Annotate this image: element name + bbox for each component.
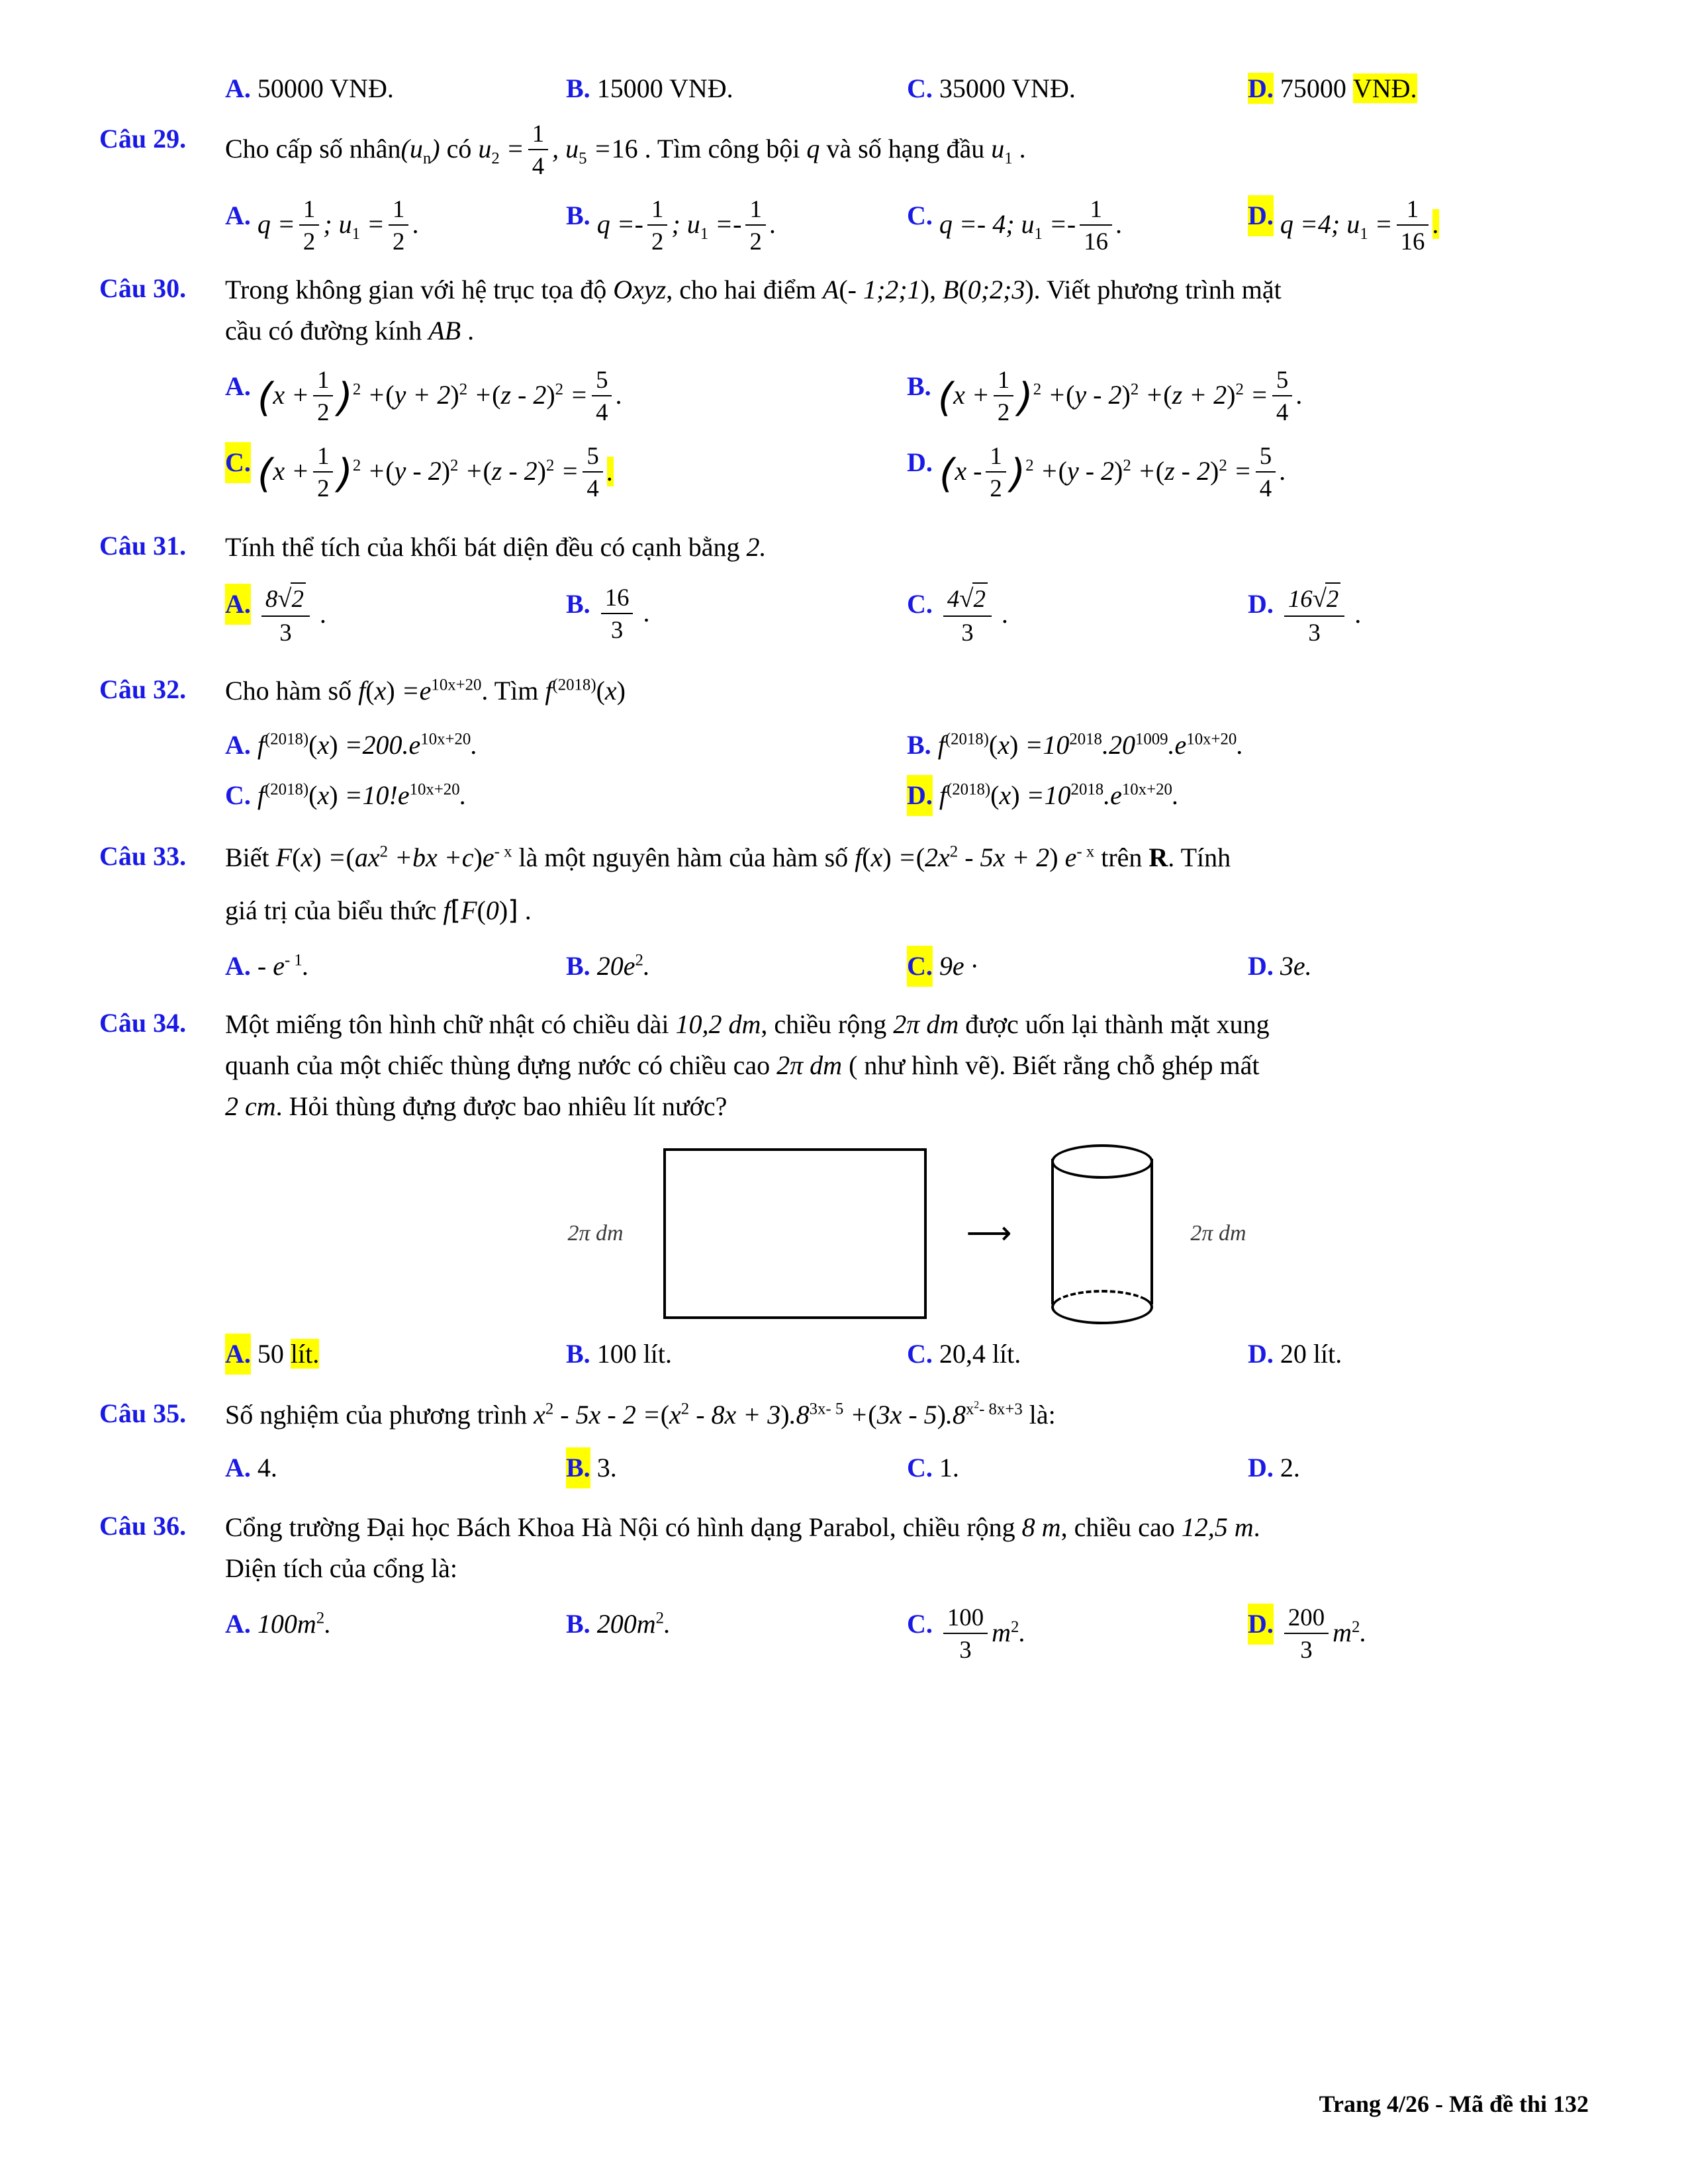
- option-letter: B.: [566, 951, 590, 981]
- option-letter: A.: [225, 730, 251, 760]
- option-a[interactable]: [225, 366, 907, 430]
- gap-value: 2 cm: [225, 1091, 276, 1122]
- option-letter: A.: [225, 73, 251, 103]
- stem-line3b: . Hỏi thùng đựng được bao nhiêu lít nước?: [275, 1091, 727, 1122]
- option-b[interactable]: [566, 73, 907, 104]
- option-letter: D.: [1248, 1453, 1274, 1483]
- option-text: $f^{(2018)}(x) =10^{2018}.e^{10x+20}$.: [939, 780, 1179, 811]
- stem-text: Số nghiệm của phương trình: [225, 1400, 528, 1430]
- option-d[interactable]: [907, 442, 1589, 506]
- stem-text: Cho hàm số: [225, 676, 352, 706]
- option-text: $\frac{4√2}{3}$ .: [939, 584, 1009, 649]
- option-a[interactable]: [225, 1334, 566, 1375]
- figure-sheet-to-cylinder: [225, 1144, 1589, 1323]
- option-text: q =- 4; $u_1$ =- $\frac{1}{16}$ .: [939, 195, 1123, 255]
- option-d[interactable]: [1248, 73, 1589, 104]
- stem-text-d: . Tính: [1168, 842, 1231, 873]
- question-label: Câu 34.: [99, 1008, 187, 1038]
- width-value: 2π dm: [893, 1009, 959, 1040]
- option-b[interactable]: [566, 1604, 907, 1667]
- option-letter: B.: [907, 730, 931, 760]
- option-d[interactable]: [1248, 195, 1589, 259]
- option-text: 100 lít.: [596, 1339, 673, 1369]
- parabola-width: 8 m: [1021, 1512, 1061, 1543]
- option-letter: C.: [907, 1453, 933, 1483]
- stem-text-c: trên: [1101, 842, 1143, 873]
- stem-text: Cho cấp số nhân: [225, 134, 401, 164]
- option-text: 4.: [257, 1453, 277, 1483]
- antiderivative: $F(x) =(ax^2 +bx +c)e^{- x}$: [275, 842, 512, 873]
- options: [225, 1604, 1589, 1667]
- option-b[interactable]: [907, 725, 1589, 766]
- option-letter: C.: [907, 1609, 933, 1639]
- option-text: 20 lít.: [1280, 1339, 1342, 1369]
- arrow-icon: ⟶: [966, 1216, 1012, 1251]
- option-letter: D.: [1248, 1604, 1274, 1645]
- question-body: Biết $F(x) =(ax^2 +bx +c)e^{- x}$ là một nguyên hàm của hàm số $f(x) =(2x^2 - 5x + 2)$ $e^{- x}$ trên R. Tính giá trị của biểu thức f[F(0)] . A. - $e^{- 1}$. B. $20e^2$. C. 9e · D. 3e.: [225, 837, 1589, 991]
- option-d[interactable]: [1248, 1604, 1589, 1667]
- option-text: 3.: [596, 1453, 617, 1483]
- coordinate-system: Oxyz: [613, 274, 667, 304]
- question-body: [225, 1004, 1589, 1379]
- q28-options-row: [225, 73, 1589, 104]
- stem-text-b: , cho hai điểm: [666, 274, 816, 304]
- option-c[interactable]: [907, 1604, 1248, 1667]
- question-body: [225, 1507, 1589, 1671]
- stem-text-b: là một nguyên hàm của hàm số: [518, 842, 849, 873]
- figure-left-label: 2π dm: [567, 1221, 624, 1246]
- stem-line1a: Cổng trường Đại học Bách Khoa Hà Nội có hình dạng Parabol, chiều rộng: [225, 1512, 1015, 1543]
- option-b[interactable]: [566, 584, 907, 649]
- option-text: $\frac{16}{3}$ .: [597, 584, 651, 647]
- question-cau36: [99, 1507, 1589, 1671]
- option-text: $\frac{8√2}{3}$ .: [258, 584, 327, 649]
- option-b[interactable]: [566, 1334, 907, 1375]
- stem-line2: cầu có đường kính: [225, 315, 422, 345]
- option-text: (x + $\frac{1}{2}$ )$^2 +(y - 2)^2 +(z + 2)^2$ = $\frac{5}{4}$ .: [937, 365, 1303, 426]
- option-letter: A.: [225, 200, 251, 230]
- option-c[interactable]: [907, 1447, 1248, 1488]
- cylinder-shape: [1051, 1144, 1150, 1323]
- question-label: Câu 33.: [99, 841, 187, 872]
- question-body: [225, 527, 1589, 653]
- option-d[interactable]: [1248, 584, 1589, 649]
- question-cau33: [99, 837, 1589, 991]
- stem-line1c: .: [1253, 1512, 1260, 1543]
- option-text: $f^{(2018)}(x) =10!e^{10x+20}$.: [257, 780, 467, 811]
- stem-line2a: quanh của một chiếc thùng đựng nước có chiều cao: [225, 1050, 771, 1081]
- option-a[interactable]: [225, 73, 566, 104]
- cylinder-bottom-ellipse: [1051, 1290, 1153, 1324]
- option-letter: D.: [1248, 73, 1274, 103]
- option-letter: A.: [225, 951, 251, 981]
- cylinder-body: [1051, 1159, 1153, 1304]
- options: [225, 946, 1589, 987]
- stem-line1a: Một miếng tôn hình chữ nhật có chiều dài: [225, 1009, 669, 1040]
- point-a: A(- 1;2;1), B(0;2;3): [822, 274, 1034, 304]
- options-row-1: [225, 725, 1589, 766]
- question-label: Câu 35.: [99, 1398, 187, 1429]
- option-text: 50 lít.: [257, 1339, 320, 1369]
- rectangle-sheet: [663, 1148, 927, 1319]
- question-cau35: [99, 1394, 1589, 1492]
- options-row-2: [225, 442, 1589, 506]
- stem-text-b: . Tìm: [481, 676, 539, 706]
- segment-ab: AB: [428, 315, 461, 345]
- stem-text: Tính thể tích của khối bát diện đều có cạnh bằng: [225, 532, 740, 563]
- option-b[interactable]: [907, 366, 1589, 430]
- option-a[interactable]: [225, 584, 566, 649]
- option-letter: A.: [225, 1453, 251, 1483]
- option-letter: D.: [1248, 589, 1274, 619]
- stem-line1b: , chiều rộng: [761, 1009, 887, 1040]
- question-body: Trong không gian với hệ trục tọa độ Oxyz, cho hai điểm A(- 1;2;1), B(0;2;3). Viết phương trình mặt cầu có đường kính AB . A. (x + $\frac{1}{2}$ )$^2 +(y + 2)^2 +(z - 2)^2$ = $\frac{5}{4}$ . B. (x + $\frac{1}{2}$ )$^2 +(y - 2)^2 +(z + 2)^2$ = $\frac{5}{4}$ . C. (x + $\frac{1}{2}$ )$^2$ +(y - 2)$^2$ +(z - 2)$^2$ = $\frac{5}{4}$ . D. (x - $\frac{1}{2}$ )$^2$ +(y - 2)$^2$ +(z - 2)$^2$ = $\frac{5}{4}$ .: [225, 269, 1589, 510]
- option-c[interactable]: [907, 73, 1248, 104]
- stem-line1b: , chiều cao: [1060, 1512, 1175, 1543]
- option-text: 50000 VNĐ.: [257, 73, 394, 103]
- option-text: 2.: [1280, 1453, 1300, 1483]
- options: [225, 1334, 1589, 1375]
- set-r: R: [1149, 842, 1168, 873]
- stem-text: Biết: [225, 842, 269, 873]
- option-letter: A.: [225, 371, 251, 401]
- option-text: (x + $\frac{1}{2}$ )$^2 +(y + 2)^2 +(z - 2)^2$ = $\frac{5}{4}$ .: [257, 365, 623, 426]
- question-label: Câu 31.: [99, 531, 187, 561]
- option-letter: B.: [566, 1339, 590, 1369]
- option-text: $f^{(2018)}(x) =200.e^{10x+20}$.: [257, 730, 478, 760]
- option-text: 9e ·: [939, 951, 978, 981]
- option-text: 75000 VNĐ.: [1280, 73, 1417, 103]
- option-d[interactable]: [1248, 1447, 1589, 1488]
- function-f: $f(x) =(2x^2 - 5x + 2)$ $e^{- x}$: [855, 842, 1095, 873]
- options-row-1: [225, 366, 1589, 430]
- option-text: $\frac{100}{3}$ $m^2$.: [939, 1604, 1026, 1667]
- stem-line2: Diện tích của cổng là:: [225, 1553, 457, 1584]
- option-text: $\frac{200}{3}$ $m^2$.: [1280, 1604, 1367, 1667]
- option-text: $200m^2$.: [596, 1609, 671, 1639]
- options: [225, 195, 1589, 259]
- question-label: Câu 29.: [99, 124, 187, 154]
- option-text: $100m^2$.: [257, 1609, 332, 1639]
- option-text: 3e.: [1280, 951, 1312, 981]
- question-label: Câu 30.: [99, 273, 187, 303]
- option-letter: D.: [907, 447, 933, 478]
- option-d[interactable]: [907, 775, 1589, 816]
- option-letter: C.: [907, 1339, 933, 1369]
- height-value: 2π dm: [776, 1050, 843, 1081]
- stem-text-3: . Tìm công bội: [644, 134, 800, 164]
- option-a[interactable]: [225, 1604, 566, 1667]
- option-c[interactable]: [225, 775, 907, 816]
- option-text: 15000 VNĐ.: [596, 73, 733, 103]
- question-label: Câu 36.: [99, 1511, 187, 1541]
- option-text: $f^{(2018)}(x) =10^{2018}.20^{1009}.e^{10x+20}$.: [937, 730, 1244, 760]
- options: [225, 1447, 1589, 1488]
- option-text: (x - $\frac{1}{2}$ )$^2$ +(y - 2)$^2$ +(z - 2)$^2$ = $\frac{5}{4}$ .: [939, 442, 1287, 502]
- question-body: [225, 670, 1589, 820]
- stem-value: 2.: [746, 532, 767, 563]
- option-d[interactable]: [1248, 946, 1589, 987]
- figure-right-label: 2π dm: [1190, 1221, 1246, 1246]
- option-a[interactable]: [225, 725, 907, 766]
- option-b[interactable]: [566, 1447, 907, 1488]
- option-a[interactable]: [225, 195, 566, 259]
- derivative-target: $f^{(2018)}(x)$: [545, 676, 626, 706]
- option-letter: A.: [225, 1334, 251, 1375]
- option-b[interactable]: [566, 195, 907, 259]
- option-c[interactable]: [907, 584, 1248, 649]
- option-letter: C.: [225, 442, 251, 483]
- option-letter: B.: [566, 1609, 590, 1639]
- option-letter: A.: [225, 584, 251, 625]
- question-body: [225, 1394, 1589, 1492]
- option-c[interactable]: [907, 1334, 1248, 1375]
- option-letter: D.: [1248, 1339, 1274, 1369]
- option-text: 35000 VNĐ.: [939, 73, 1076, 103]
- option-text: q =4; $u_1$ = $\frac{1}{16}$ .: [1280, 195, 1440, 255]
- question-cau30: [99, 269, 1589, 510]
- option-letter: D.: [907, 775, 933, 816]
- option-letter: A.: [225, 1609, 251, 1639]
- option-text: $\frac{16√2}{3}$ .: [1280, 584, 1362, 649]
- option-c[interactable]: [225, 442, 907, 506]
- option-text: $20e^2$.: [596, 951, 650, 981]
- stem-text: Trong không gian với hệ trục tọa độ: [225, 274, 607, 304]
- option-a[interactable]: [225, 946, 566, 987]
- expression: f[F(0)]: [443, 895, 518, 927]
- option-text: q = $\frac{1}{2}$ ; $u_1$ = $\frac{1}{2}$ .: [257, 195, 420, 255]
- option-letter: B.: [566, 589, 590, 619]
- option-letter: D.: [1248, 951, 1274, 981]
- option-letter: B.: [566, 1447, 590, 1488]
- question-cau29: [99, 120, 1589, 263]
- option-letter: C.: [225, 780, 251, 811]
- options: [225, 584, 1589, 649]
- option-text: - $e^{- 1}$.: [257, 951, 309, 981]
- question-cau34: [99, 1004, 1589, 1379]
- option-c[interactable]: [907, 195, 1248, 259]
- option-letter: B.: [907, 371, 931, 401]
- question-label: Câu 32.: [99, 674, 187, 705]
- stem-text-b: là:: [1029, 1400, 1056, 1430]
- option-letter: B.: [566, 73, 590, 103]
- option-text: 1.: [939, 1453, 959, 1483]
- stem-line2b: ( như hình vẽ). Biết rằng chỗ ghép mất: [849, 1050, 1260, 1081]
- option-letter: C.: [907, 73, 933, 103]
- option-text: (x + $\frac{1}{2}$ )$^2$ +(y - 2)$^2$ +(z - 2)$^2$ = $\frac{5}{4}$ .: [257, 442, 614, 502]
- option-a[interactable]: [225, 1447, 566, 1488]
- option-letter: D.: [1248, 195, 1274, 236]
- options-row-2: [225, 775, 1589, 816]
- option-c[interactable]: [907, 946, 1248, 987]
- stem-text-c: . Viết phương trình mặt: [1033, 274, 1282, 304]
- stem-text-2: có: [446, 134, 472, 164]
- parabola-height: 12,5 m: [1181, 1512, 1254, 1543]
- option-b[interactable]: [566, 946, 907, 987]
- question-cau32: [99, 670, 1589, 820]
- option-letter: C.: [907, 589, 933, 619]
- stem-line2: giá trị của biểu thức: [225, 895, 437, 926]
- function-def: $f(x) =e^{10x+20}$: [358, 676, 482, 706]
- option-text: 20,4 lít.: [939, 1339, 1021, 1369]
- stem-line1c: được uốn lại thành mặt xung: [965, 1009, 1270, 1040]
- page-footer: Trang 4/26 - Mã đề thi 132: [1319, 2091, 1589, 2117]
- option-letter: C.: [907, 200, 933, 230]
- question-cau31: [99, 527, 1589, 653]
- question-body: Cho cấp số $nhân(u_n)$ có $u_2$ = $\frac{1}{4}$ , $u_5 =16$ . Tìm công bội q và số hạng đầu $u_1$ . A. q = $\frac{1}{2}$ ; $u_1$ = $\frac{1}{2}$ . B. q =- $\frac{1}{2}$ ; $u_1$ =- $\frac{1}{2}$ . C. q =- 4; $u_1$ =- $\frac{1}{16}$ . D. q =4; $u_1$ = $\frac{1}{16}$ .: [225, 120, 1589, 263]
- stem-text-4: và số hạng đầu: [826, 134, 985, 164]
- equation: $x^2 - 5x - 2 =(x^2 - 8x + 3).8^{3x- 5} +(3x - 5).8^{x^2- 8x+3}$: [534, 1399, 1023, 1430]
- option-d[interactable]: [1248, 1334, 1589, 1375]
- option-letter: B.: [566, 200, 590, 230]
- option-text: q =- $\frac{1}{2}$ ; $u_1$ =- $\frac{1}{2}$ .: [596, 195, 776, 255]
- length-value: 10,2 dm: [675, 1009, 761, 1040]
- option-letter: C.: [907, 946, 933, 987]
